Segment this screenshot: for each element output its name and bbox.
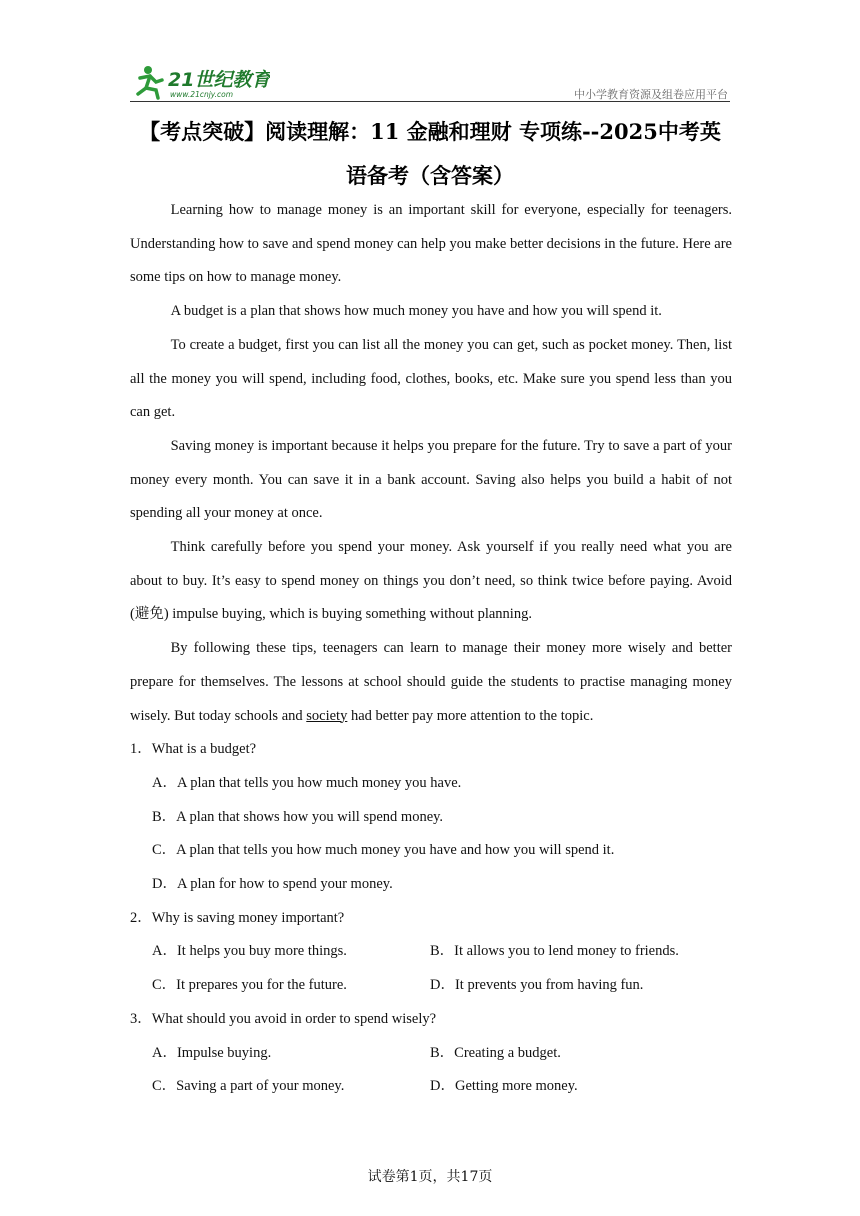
p6-text-before: By following these tips, teenagers can learn to manage their money more wisely and better prepare for themselves. The lessons at school should guide the students to practise managing money wisely. But today schools and: [130, 640, 732, 724]
question-2-stem: 2．Why is saving money important?: [130, 909, 345, 926]
logo-text: 21世纪教育: [168, 69, 270, 91]
question-1-stem: 1．What is a budget?: [130, 741, 257, 758]
question-1-option-d: D．A plan for how to spend your money.: [152, 876, 393, 893]
passage-paragraph-3: To create a budget, first you can list all the money you can get, such as pocket money. Then, list all the money you will spend, including food, clothes, books, etc. Make sure you spend less than you can get.: [130, 336, 732, 421]
page-title: [128, 110, 732, 198]
question-1-option-a: A．A plan that tells you how much money you have.: [152, 774, 462, 791]
question-2-option-a: A．It helps you buy more things.: [152, 943, 347, 960]
passage-paragraph-2: A budget is a plan that shows how much money you have and how you will spend it.: [170, 303, 662, 320]
passage-paragraph-4: Saving money is important because it helps you prepare for the future. Try to save a part of your money every month. You can save it in a bank account. Saving also helps you build a habit of not spending all your money at once.: [130, 437, 732, 522]
passage-paragraph-5: Think carefully before you spend your money. Ask yourself if you really need what you are about to buy. It’s easy to spend money on things you don’t need, so think twice before paying. Avoid (避免) impulse buying, which is buying something without planning.: [130, 539, 732, 623]
question-3-option-c: C．Saving a part of your money.: [152, 1078, 345, 1095]
page-footer: 试卷第1页，共17页: [367, 1169, 493, 1185]
logo-url-text: www.21cnjy.com: [170, 90, 234, 99]
question-2-options-row-2: [130, 969, 732, 1003]
title-line-1: 【考点突破】阅读理解：11 金融和理财 专项练--2025中考英: [139, 119, 721, 144]
question-2-option-c: C．It prepares you for the future.: [152, 977, 347, 994]
exam-content: [130, 194, 732, 1104]
question-1-option-b: B．A plan that shows how you will spend money.: [152, 808, 444, 825]
passage-paragraph-1: Learning how to manage money is an important skill for everyone, especially for teenagers. Understanding how to save and spend money can help you make better decisions in the future. Here are some tips on how to manage money.: [130, 202, 732, 286]
header-divider: [130, 101, 730, 102]
p6-text-after: had better pay more attention to the topic.: [347, 707, 594, 724]
question-3-options-row-2: [130, 1070, 732, 1104]
question-2-option-d: D．It prevents you from having fun.: [430, 977, 644, 994]
question-3-option-b: B．Creating a budget.: [430, 1044, 561, 1061]
question-3-option-d: D．Getting more money.: [430, 1078, 578, 1095]
underlined-word: society: [306, 707, 348, 724]
question-3-option-a: A．Impulse buying.: [152, 1044, 272, 1061]
question-1-option-c: C．A plan that tells you how much money you have and how you will spend it.: [152, 842, 615, 859]
question-2-option-b: B．It allows you to lend money to friends.: [430, 943, 679, 960]
question-3-stem: 3．What should you avoid in order to spend wisely?: [130, 1010, 437, 1027]
runner-logo-icon: [130, 64, 270, 100]
header-platform-text: 中小学教育资源及组卷应用平台: [574, 88, 728, 101]
title-line-2: 语备考（含答案）: [346, 163, 514, 188]
passage-paragraph-6: [130, 632, 732, 733]
question-2-options-row-1: [130, 935, 732, 969]
question-3-options-row-1: [130, 1037, 732, 1071]
page-header: [130, 62, 730, 102]
logo: [130, 64, 270, 100]
